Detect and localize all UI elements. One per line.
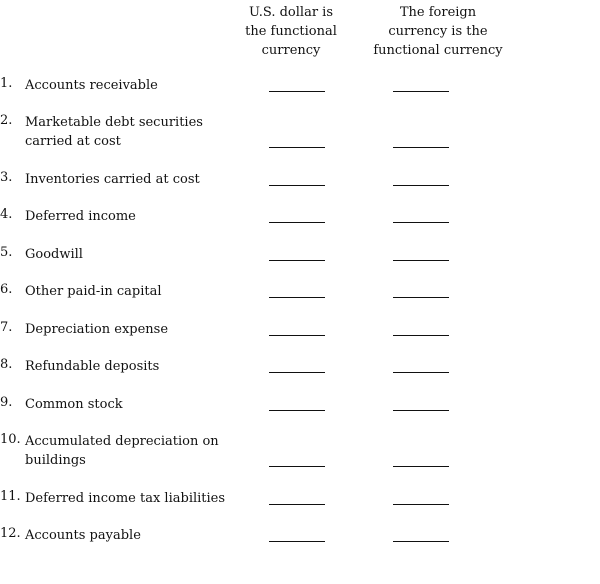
item-label-line: Accounts payable <box>25 528 141 543</box>
item-number: 1. <box>0 76 13 91</box>
header-line: currency <box>261 43 321 58</box>
item-label-line: carried at cost <box>25 134 121 149</box>
usd-answer-blank[interactable] <box>269 335 325 336</box>
item-number: 2. <box>0 113 13 128</box>
foreign-answer-blank[interactable] <box>393 372 449 373</box>
usd-answer-blank[interactable] <box>269 91 325 92</box>
item-label-line: Common stock <box>25 397 123 412</box>
foreign-answer-blank[interactable] <box>393 260 449 261</box>
item-label <box>25 432 235 470</box>
header-line: functional currency <box>373 43 503 58</box>
item-number: 7. <box>0 320 13 335</box>
foreign-answer-blank[interactable] <box>393 147 449 148</box>
item-label-line: Inventories carried at cost <box>25 172 200 187</box>
item-number: 12. <box>0 526 21 541</box>
item-label-line: Refundable deposits <box>25 359 160 374</box>
item-label <box>25 320 235 339</box>
item-label <box>25 526 235 545</box>
usd-answer-blank[interactable] <box>269 410 325 411</box>
foreign-answer-blank[interactable] <box>393 222 449 223</box>
foreign-answer-blank[interactable] <box>393 91 449 92</box>
usd-answer-blank[interactable] <box>269 504 325 505</box>
item-label <box>25 170 235 189</box>
usd-answer-blank[interactable] <box>269 222 325 223</box>
item-label <box>25 207 235 226</box>
usd-answer-blank[interactable] <box>269 147 325 148</box>
item-number: 5. <box>0 245 13 260</box>
item-label-line: Other paid-in capital <box>25 284 162 299</box>
item-number: 9. <box>0 395 13 410</box>
item-label <box>25 282 235 301</box>
item-label <box>25 76 235 95</box>
usd-answer-blank[interactable] <box>269 185 325 186</box>
usd-answer-blank[interactable] <box>269 297 325 298</box>
foreign-answer-blank[interactable] <box>393 185 449 186</box>
usd-answer-blank[interactable] <box>269 372 325 373</box>
usd-answer-blank[interactable] <box>269 541 325 542</box>
foreign-answer-blank[interactable] <box>393 466 449 467</box>
foreign-answer-blank[interactable] <box>393 297 449 298</box>
foreign-answer-blank[interactable] <box>393 541 449 542</box>
header-line: U.S. dollar is <box>249 5 333 20</box>
item-label <box>25 357 235 376</box>
item-number: 4. <box>0 207 13 222</box>
usd-functional-column-header <box>233 3 349 60</box>
item-number: 10. <box>0 432 21 447</box>
item-label-line: Depreciation expense <box>25 322 169 337</box>
header-line: currency is the <box>388 24 488 39</box>
item-label <box>25 395 235 414</box>
item-label <box>25 489 235 508</box>
usd-answer-blank[interactable] <box>269 260 325 261</box>
foreign-answer-blank[interactable] <box>393 335 449 336</box>
item-label-line: Deferred income <box>25 209 136 224</box>
item-label-line: buildings <box>25 453 86 468</box>
item-number: 11. <box>0 489 21 504</box>
header-line: the functional <box>245 24 337 39</box>
item-label <box>25 113 235 151</box>
item-label-line: Deferred income tax liabilities <box>25 491 226 506</box>
item-number: 6. <box>0 282 13 297</box>
item-label-line: Accumulated depreciation on <box>25 434 219 449</box>
item-label-line: Goodwill <box>25 247 83 262</box>
foreign-answer-blank[interactable] <box>393 410 449 411</box>
item-number: 8. <box>0 357 13 372</box>
usd-answer-blank[interactable] <box>269 466 325 467</box>
foreign-answer-blank[interactable] <box>393 504 449 505</box>
item-label-line: Accounts receivable <box>25 78 158 93</box>
foreign-functional-column-header <box>370 3 506 60</box>
header-line: The foreign <box>399 5 477 20</box>
item-label <box>25 245 235 264</box>
item-label-line: Marketable debt securities <box>25 115 203 130</box>
item-number: 3. <box>0 170 13 185</box>
